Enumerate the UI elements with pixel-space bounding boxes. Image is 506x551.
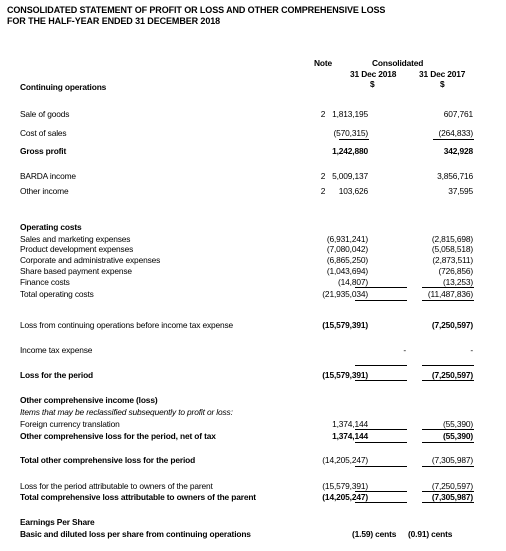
rule [422, 300, 474, 301]
row-value-loss-period-2017: (7,250,597) [431, 370, 473, 380]
row-value-income-tax-2017: - [470, 345, 473, 355]
rule [422, 502, 474, 503]
row-label-other-income: Other income [20, 186, 69, 196]
row-value-share-based-2017: (726,856) [438, 266, 473, 276]
row-label-loss-attrib: Loss for the period attributable to owners of the parent [20, 481, 213, 491]
note-header: Note [313, 58, 332, 68]
row-label-eps: Basic and diluted loss per share from continuing operations [20, 529, 251, 539]
col-header-2018: 31 Dec 2018 [350, 69, 397, 79]
row-value-income-tax-2018: - [403, 345, 406, 355]
row-note-barda: 2 [320, 171, 326, 181]
row-value-corporate-admin-2017: (2,873,511) [432, 255, 473, 265]
row-value-loss-attrib-2017: (7,250,597) [431, 481, 473, 491]
row-label-finance-costs: Finance costs [20, 277, 70, 287]
statement-period: FOR THE HALF-YEAR ENDED 31 DECEMBER 2018 [7, 16, 221, 26]
row-value-eps-2017: (0.91) cents [408, 529, 453, 539]
row-value-other-income-2017: 37,595 [448, 186, 473, 196]
row-value-total-opcosts-2017: (11,487,836) [427, 289, 473, 299]
rule [422, 287, 474, 288]
rule [422, 365, 474, 366]
row-label-share-based: Share based payment expense [20, 266, 132, 276]
row-label-total-oci: Total other comprehensive loss for the period [20, 455, 196, 465]
section-eps: Earnings Per Share [20, 517, 95, 527]
row-value-sales-2018: 1,813,195 [332, 109, 368, 119]
row-value-eps-2018: (1.59) cents [352, 529, 397, 539]
row-value-oci-net-2017: (55,390) [443, 431, 473, 441]
rule [355, 466, 407, 467]
statement-title: CONSOLIDATED STATEMENT OF PROFIT OR LOSS AND OTHER COMPREHENSIVE LOSS [7, 5, 386, 15]
row-value-sales-marketing-2017: (2,815,698) [431, 234, 473, 244]
rule [355, 300, 407, 301]
row-note-sales: 2 [320, 109, 326, 119]
row-value-other-income-2018: 103,626 [338, 186, 368, 196]
rule [422, 466, 474, 467]
row-value-sales-marketing-2018: (6,931,241) [326, 234, 368, 244]
row-value-total-oci-2018: (14,205,247) [322, 455, 368, 465]
row-label-comp-attrib: Total comprehensive loss attributable to owners of the parent [20, 492, 256, 502]
row-label-product-dev: Product development expenses [20, 244, 134, 254]
currency-2017: $ [440, 79, 445, 89]
rule [355, 365, 407, 366]
row-value-finance-costs-2018: (14,807) [338, 277, 368, 287]
row-value-product-dev-2017: (5,058,518) [431, 244, 473, 254]
rule [422, 380, 474, 381]
row-label-oci-net: Other comprehensive loss for the period, net of tax [20, 431, 216, 441]
row-label-loss-before-tax: Loss from continuing operations before income tax expense [20, 320, 234, 330]
row-value-gross-2018: 1,242,880 [332, 146, 368, 156]
row-value-barda-2018: 5,009,137 [332, 171, 368, 181]
row-value-loss-attrib-2018: (15,579,391) [322, 481, 368, 491]
row-value-total-opcosts-2018: (21,935,034) [322, 289, 368, 299]
row-value-loss-before-tax-2018: (15,579,391) [322, 320, 368, 330]
row-label-total-opcosts: Total operating costs [20, 289, 94, 299]
row-label-income-tax: Income tax expense [20, 345, 93, 355]
row-value-cost-2018: (570,315) [333, 128, 368, 138]
col-header-2017: 31 Dec 2017 [419, 69, 466, 79]
oci-subheading: Items that may be reclassified subsequently to profit or loss: [20, 407, 233, 417]
row-value-finance-costs-2017: (13,253) [443, 277, 473, 287]
consolidated-header: Consolidated [372, 58, 424, 68]
rule [355, 502, 407, 503]
rule [355, 442, 407, 443]
row-label-cost: Cost of sales [20, 128, 67, 138]
row-label-gross: Gross profit [20, 146, 67, 156]
row-value-barda-2017: 3,856,716 [437, 171, 473, 181]
rule [422, 429, 474, 430]
row-value-loss-period-2018: (15,579,391) [322, 370, 368, 380]
rule [433, 139, 474, 140]
row-label-barda: BARDA income [20, 171, 76, 181]
row-value-cost-2017: (264,833) [438, 128, 473, 138]
rule [355, 380, 407, 381]
row-value-corporate-admin-2018: (6,865,250) [326, 255, 368, 265]
row-value-product-dev-2018: (7,080,042) [326, 244, 368, 254]
row-value-total-oci-2017: (7,305,987) [431, 455, 473, 465]
section-operating-costs: Operating costs [20, 222, 82, 232]
row-value-loss-before-tax-2017: (7,250,597) [431, 320, 473, 330]
section-oci: Other comprehensive income (loss) [20, 395, 158, 405]
row-value-comp-attrib-2017: (7,305,987) [431, 492, 473, 502]
row-value-share-based-2018: (1,043,694) [326, 266, 368, 276]
rule [339, 139, 369, 140]
section-continuing-operations: Continuing operations [20, 82, 107, 92]
row-label-sales-marketing: Sales and marketing expenses [20, 234, 131, 244]
row-value-fx-2018: 1,374,144 [332, 419, 368, 429]
row-label-corporate-admin: Corporate and administrative expenses [20, 255, 161, 265]
row-value-oci-net-2018: 1,374,144 [332, 431, 368, 441]
row-value-gross-2017: 342,928 [443, 146, 473, 156]
row-label-fx: Foreign currency translation [20, 419, 120, 429]
currency-2018: $ [370, 79, 375, 89]
rule [355, 287, 407, 288]
row-value-sales-2017: 607,761 [443, 109, 473, 119]
rule [355, 429, 407, 430]
row-label-loss-period: Loss for the period [20, 370, 93, 380]
row-note-other-income: 2 [320, 186, 326, 196]
row-value-fx-2017: (55,390) [443, 419, 473, 429]
row-label-sales: Sale of goods [20, 109, 70, 119]
rule [422, 442, 474, 443]
row-value-comp-attrib-2018: (14,205,247) [322, 492, 368, 502]
